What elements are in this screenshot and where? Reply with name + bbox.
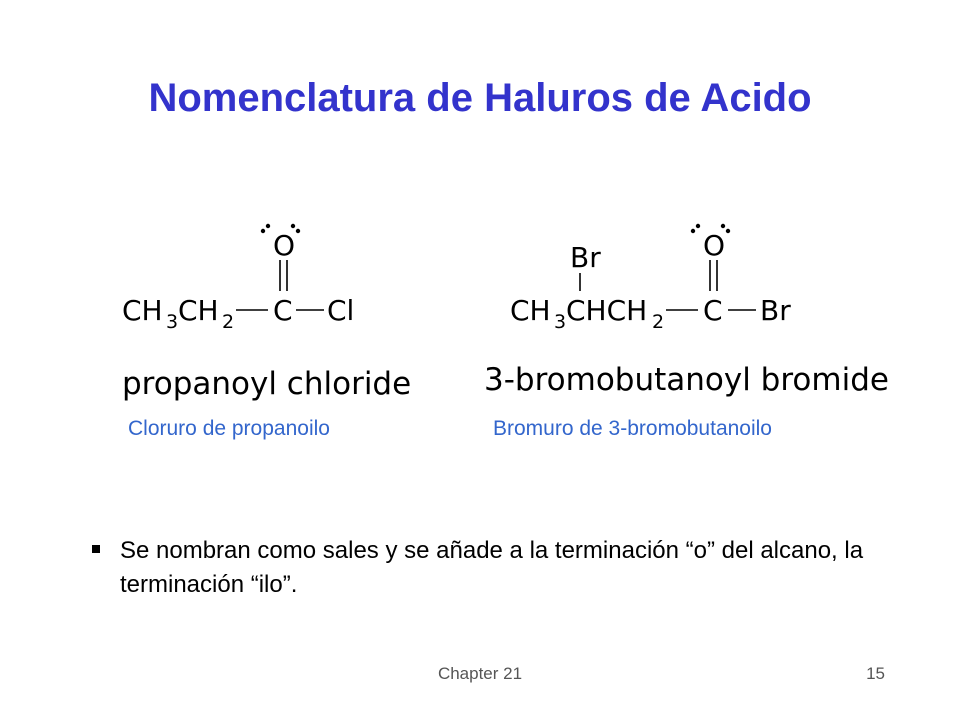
slide-title: Nomenclatura de Haluros de Acido xyxy=(148,76,812,120)
compound2-bromine-substituent: Br xyxy=(570,241,601,274)
bullet-square-icon xyxy=(92,545,100,553)
compound1-formula-ch3: CH xyxy=(122,294,163,327)
compound1-chlorine: Cl xyxy=(327,294,355,327)
bullet-text: Se nombran como sales y se añade a la terminación “o” del alcano, la terminación “ilo”. xyxy=(120,537,864,598)
compound2-carbonyl-carbon: C xyxy=(703,294,723,327)
compound2-formula-ch3-sub: 3 xyxy=(554,311,567,333)
propanoyl-chloride-structure xyxy=(122,224,354,333)
compound1-iupac-name: propanoyl chloride xyxy=(122,366,412,402)
footer-chapter: Chapter 21 xyxy=(437,664,523,683)
compound1-formula-ch2: CH xyxy=(178,294,219,327)
compound1-formula-ch2-sub: 2 xyxy=(222,311,235,333)
compound2-oxygen: O xyxy=(703,229,726,262)
compound2-formula-ch2-sub: 2 xyxy=(652,311,665,333)
compound1-carbonyl-carbon: C xyxy=(273,294,293,327)
compound1-formula-ch3-sub: 3 xyxy=(166,311,179,333)
compound2-bromine: Br xyxy=(760,294,791,327)
compound2-iupac-name: 3-bromobutanoyl bromide xyxy=(484,362,889,398)
compound1-spanish-name: Cloruro de propanoilo xyxy=(128,417,330,440)
compound2-formula-ch3: CH xyxy=(510,294,551,327)
bromobutanoyl-bromide-structure xyxy=(510,224,791,333)
page-number: 15 xyxy=(866,664,885,683)
compound2-formula-chch2: CHCH xyxy=(566,294,648,327)
compound1-oxygen: O xyxy=(273,229,296,262)
compound2-spanish-name: Bromuro de 3-bromobutanoilo xyxy=(493,417,772,440)
